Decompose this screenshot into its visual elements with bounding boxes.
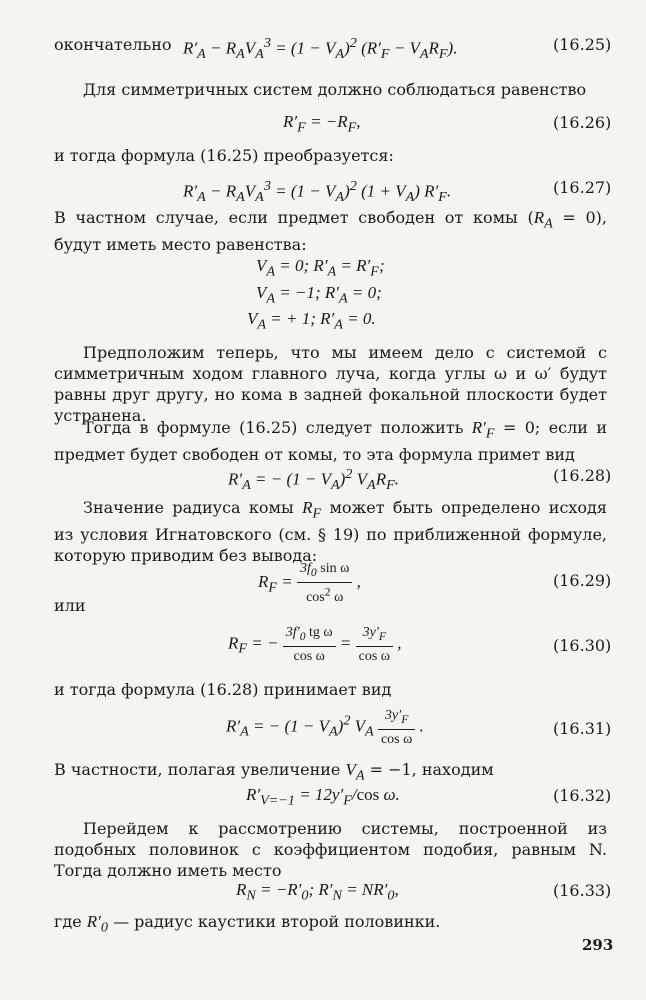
equation-va-0: $V_A = 0$; $R'_A = R'_F$;: [256, 256, 385, 280]
paragraph-similar-halves: Перейдем к рассмотрению системы, построенной из подобных половинок с коэффициентом подобия, равным N. Тогда должно иметь место: [54, 819, 607, 880]
eq-number-16-31: (16.31): [553, 719, 612, 738]
eq-number-16-26: (16.26): [553, 113, 612, 132]
equation-16-31: $R'_A$ = − $(1 - V_A)^2$ $V_A$ $\frac{3y'_F}{\text{cos ω}}$ .: [226, 708, 424, 747]
equation-16-33: $R_N = -R'_0$; $R'_N = NR'_0$,: [236, 880, 399, 904]
text-caustic-radius: где $R'_0$ — радиус каустики второй половинки.: [54, 912, 441, 936]
equation-16-27: $R'_A - R_AV_A^3 = (1 - V_A)^2$ $(1 + V_A)$ $R'_F$.: [183, 178, 452, 206]
equation-va-plus1: $V_A$ = + 1; $R'_A = 0$.: [247, 309, 376, 333]
equation-16-32: $R'_{V=-1} = 12y'_F/\cos$ ω.: [246, 785, 400, 809]
page-number: 293: [582, 936, 614, 954]
text-in-particular: В частности, полагая увеличение $V_A = -1$, находим: [54, 760, 494, 784]
equation-16-26: $R'_F = -R_F$,: [283, 112, 361, 136]
equation-16-29: $R_F$ = $\frac{3f_0 \sin \omega}{\cos^2 \omega}$ ,: [258, 561, 361, 606]
eq-number-16-32: (16.32): [553, 786, 612, 805]
paragraph-coma-radius: Значение радиуса комы $R_F$ может быть определено исходя из условия Игнатовского (см. § 19) по приближенной формуле, которую приводим без вывода:: [54, 498, 608, 566]
paragraph-symmetric: Для симметричных систем должно соблюдаться равенство: [83, 80, 587, 99]
equation-va-minus1: $V_A = -1$; $R'_A = 0$;: [256, 283, 382, 307]
eq-number-16-30: (16.30): [553, 636, 612, 655]
equation-16-30: $R_F$ = − $\frac{3f'_0 tg \omega}{\text{cos ω}}$ = $\frac{3y'_F}{\text{cos ω}}$ ,: [228, 625, 402, 664]
text-ili: или: [54, 596, 86, 615]
eq-number-16-33: (16.33): [553, 881, 612, 900]
eq-number-16-27: (16.27): [553, 178, 612, 197]
text-togda-1: и тогда формула (16.25) преобразуется:: [54, 146, 394, 165]
eq-number-16-25: (16.25): [553, 35, 612, 54]
eq-number-16-29: (16.29): [553, 571, 612, 590]
equation-16-25: $R'_A - R_AV_A^3 = (1 - V_A)^2$ $(R'_F - V_AR_F)$.: [183, 35, 458, 63]
text-togda-3: и тогда формула (16.28) принимает вид: [54, 680, 392, 699]
equation-16-28: $R'_A$ = − $(1 - V_A)^2$ $V_AR_F$.: [228, 466, 399, 494]
text-okonchatelno: окончательно: [54, 35, 172, 54]
eq-number-16-28: (16.28): [553, 466, 612, 485]
paragraph-suppose: Предположим теперь, что мы имеем дело с системой с симметричным ходом главного луча, когда углы ω и ω′ будут равны друг другу, но кома в задней фокальной плоскости будет устранена.: [54, 343, 607, 425]
paragraph-then-formula: Тогда в формуле (16.25) следует положить $R'_F = 0$; если и предмет будет свободен от комы, то эта формула примет вид: [54, 418, 607, 465]
paragraph-special-case: В частном случае, если предмет свободен от комы $(R_A = 0)$, будут иметь место равенства:: [54, 208, 607, 255]
